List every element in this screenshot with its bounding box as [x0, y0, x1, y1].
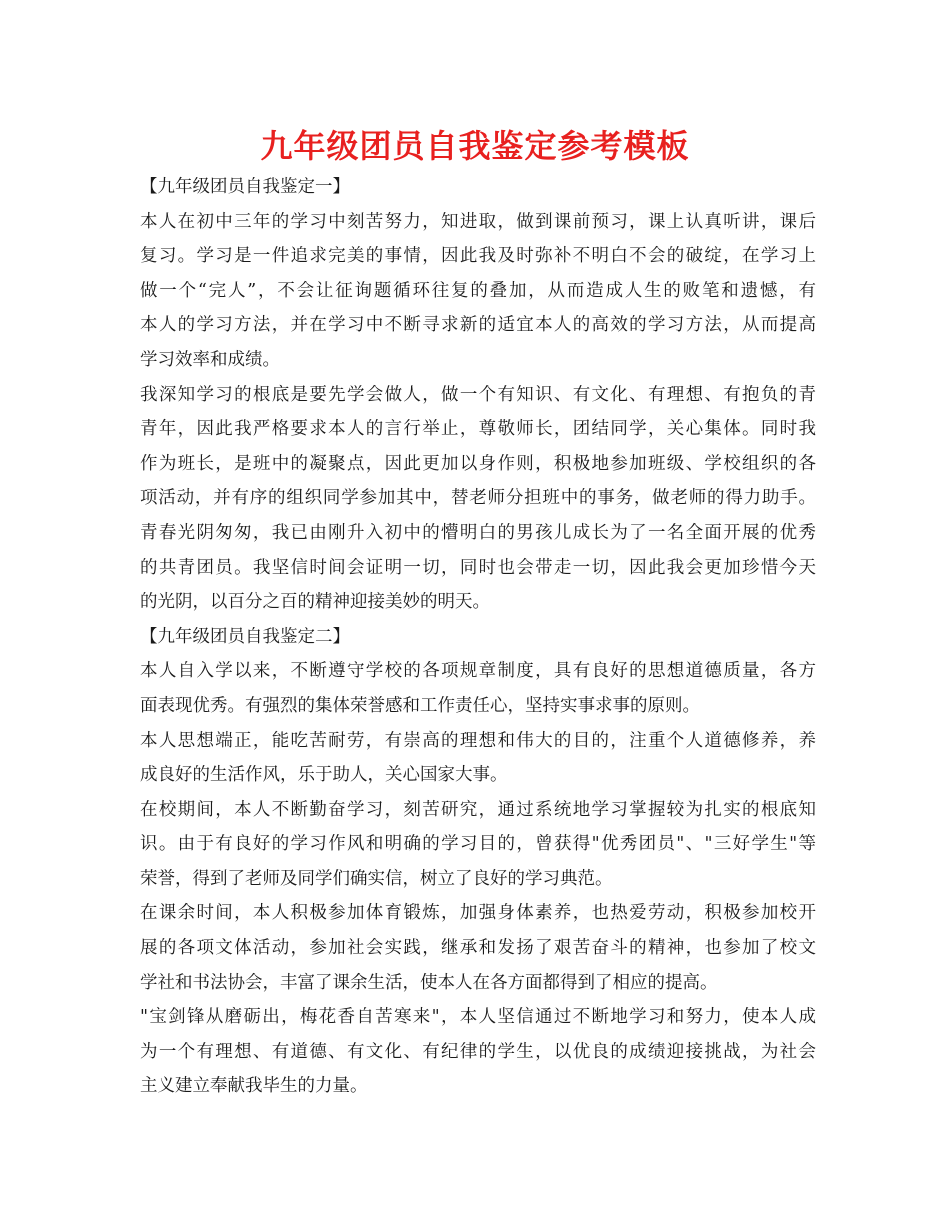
paragraph-line: 我深知学习的根底是要先学会做人，做一个有知识、有文化、有理想、有抱负的青 — [140, 384, 816, 405]
paragraph-line: 识。由于有良好的学习作风和明确的学习目的，曾获得"优秀团员"、"三好学生"等 — [140, 834, 816, 855]
paragraph-line: 荣誉，得到了老师及同学们确实信，树立了良好的学习典范。 — [140, 868, 613, 889]
section-heading: 【九年级团员自我鉴定一】 — [140, 177, 350, 197]
paragraph-line: 作为班长，是班中的凝聚点，因此更加以身作则，积极地参加班级、学校组织的各 — [140, 453, 816, 474]
paragraph-line: 本人在初中三年的学习中刻苦努力，知进取，做到课前预习，课上认真听讲，课后 — [140, 211, 816, 232]
paragraph-line: 做一个“完人”，不会让征询题循环往复的叠加，从而造成人生的败笔和遗憾，有 — [140, 280, 816, 301]
paragraph-line: 本人的学习方法，并在学习中不断寻求新的适宜本人的高效的学习方法，从而提高 — [140, 315, 816, 336]
paragraph-line: 本人思想端正，能吃苦耐劳，有崇高的理想和伟大的目的，注重个人道德修养，养 — [140, 730, 816, 751]
document-body — [140, 170, 816, 1104]
paragraph-line: 在课余时间，本人积极参加体育锻炼，加强身体素养，也热爱劳动，积极参加校开 — [140, 903, 816, 924]
paragraph-line: 青年，因此我严格要求本人的言行举止，尊敬师长，团结同学，关心集体。同时我 — [140, 419, 816, 440]
paragraph-line: 成良好的生活作风，乐于助人，关心国家大事。 — [140, 765, 508, 786]
section-heading: 【九年级团员自我鉴定二】 — [140, 626, 350, 647]
paragraph-line: 在校期间，本人不断勤奋学习，刻苦研究，通过系统地学习掌握较为扎实的根底知 — [140, 799, 816, 820]
paragraph-line: 的共青团员。我坚信时间会证明一切，同时也会带走一切，因此我会更加珍惜今天 — [140, 557, 816, 578]
paragraph-line: 青春光阴匆匆，我已由刚升入初中的懵明白的男孩儿成长为了一名全面开展的优秀 — [140, 522, 816, 543]
document-title: 九年级团员自我鉴定参考模板 — [260, 127, 690, 165]
paragraph-line: 项活动，并有序的组织同学参加其中，替老师分担班中的事务，做老师的得力助手。 — [140, 488, 816, 509]
paragraph-line: "宝剑锋从磨砺出，梅花香自苦寒来"，本人坚信通过不断地学习和努力，使本人成 — [140, 1007, 816, 1028]
paragraph-line: 学习效率和成绩。 — [140, 349, 280, 370]
paragraph-line: 的光阴，以百分之百的精神迎接美妙的明天。 — [140, 592, 490, 613]
paragraph-line: 本人自入学以来，不断遵守学校的各项规章制度，具有良好的思想道德质量，各方 — [140, 661, 816, 682]
paragraph-line: 展的各项文体活动，参加社会实践，继承和发扬了艰苦奋斗的精神，也参加了校文 — [140, 938, 816, 959]
paragraph-line: 面表现优秀。有强烈的集体荣誉感和工作责任心，坚持实事求事的原则。 — [140, 695, 700, 716]
paragraph-line: 主义建立奉献我毕生的力量。 — [140, 1076, 368, 1097]
paragraph-line: 复习。学习是一件追求完美的事情，因此我及时弥补不明白不会的破绽，在学习上 — [140, 246, 816, 267]
paragraph-line: 为一个有理想、有道德、有文化、有纪律的学生，以优良的成绩迎接挑战，为社会 — [140, 1041, 816, 1062]
paragraph-line: 学社和书法协会，丰富了课余生活，使本人在各方面都得到了相应的提高。 — [140, 972, 718, 993]
